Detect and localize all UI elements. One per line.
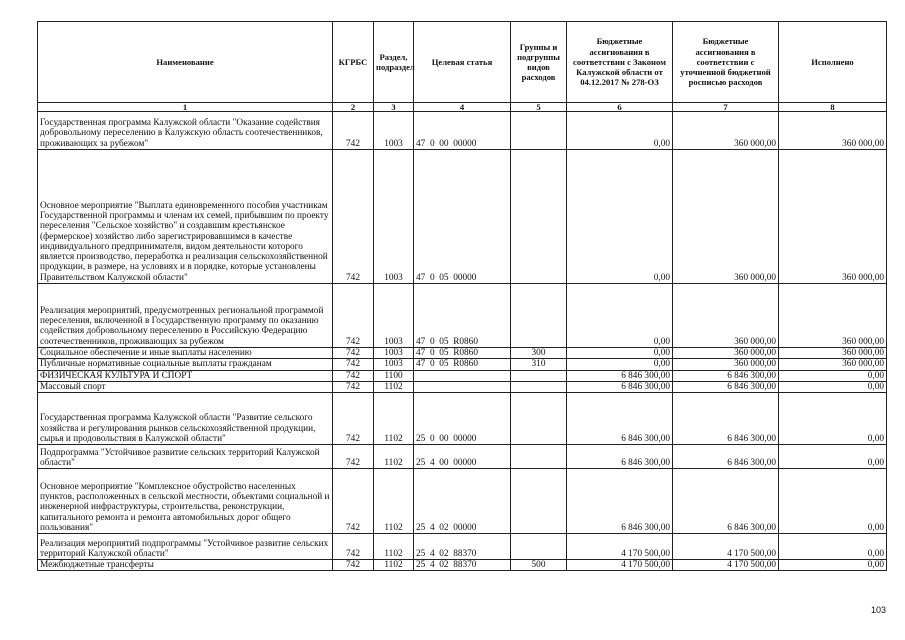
table-row xyxy=(38,445,887,469)
row-law: 0,00 xyxy=(567,359,673,370)
row-group xyxy=(511,370,567,381)
row-target: 25 4 02 88370 xyxy=(414,560,511,571)
row-executed: 0,00 xyxy=(779,393,887,445)
row-executed: 0,00 xyxy=(779,534,887,560)
row-target: 47 0 05 R0860 xyxy=(414,348,511,359)
row-kgrbs: 742 xyxy=(333,112,374,150)
table-row xyxy=(38,393,887,445)
row-group: 310 xyxy=(511,359,567,370)
row-section: 1003 xyxy=(374,284,414,348)
row-kgrbs: 742 xyxy=(333,381,374,392)
row-law: 0,00 xyxy=(567,284,673,348)
row-law: 6 846 300,00 xyxy=(567,469,673,534)
row-target: 47 0 05 R0860 xyxy=(414,284,511,348)
row-target: 47 0 05 R0860 xyxy=(414,359,511,370)
row-target xyxy=(414,370,511,381)
header-executed: Исполнено xyxy=(779,22,887,103)
row-name: ФИЗИЧЕСКАЯ КУЛЬТУРА И СПОРТ xyxy=(38,370,333,381)
row-kgrbs: 742 xyxy=(333,348,374,359)
row-refined: 6 846 300,00 xyxy=(673,370,779,381)
row-executed: 360 000,00 xyxy=(779,150,887,284)
table-row xyxy=(38,359,887,370)
table-row xyxy=(38,112,887,150)
table-row xyxy=(38,381,887,392)
row-refined: 6 846 300,00 xyxy=(673,393,779,445)
row-name: Публичные нормативные социальные выплаты гражданам xyxy=(38,359,333,370)
row-executed: 360 000,00 xyxy=(779,359,887,370)
row-section: 1003 xyxy=(374,348,414,359)
row-group xyxy=(511,284,567,348)
row-kgrbs: 742 xyxy=(333,534,374,560)
row-name: Реализация мероприятий, предусмотренных региональной программой переселения, включенной в Государственную программу по оказанию содействия добровольному переселению в Российскую Федерацию соотечественников, проживающих за рубежом xyxy=(38,284,333,348)
header-groups: Группы и подгруппы видов расходов xyxy=(511,22,567,103)
row-group: 300 xyxy=(511,348,567,359)
row-kgrbs: 742 xyxy=(333,445,374,469)
row-name: Основное мероприятие "Выплата единовременного пособия участникам Государственной программы и членам их семей, прибывшим по проекту переселения "Сельское хозяйство" и создавшим крестьянское (фермерское) хозяйство либо зарегистрировавшимся в качестве индивидуального предпринимателя, видом деятельности которого является производство, переработка и реализация сельскохозяйственной продукции, в размере, на условиях и в порядке, которые установлены Правительством Калужской области" xyxy=(38,150,333,284)
row-section: 1102 xyxy=(374,381,414,392)
row-group xyxy=(511,381,567,392)
row-target: 25 0 00 00000 xyxy=(414,393,511,445)
row-section: 1100 xyxy=(374,370,414,381)
row-kgrbs: 742 xyxy=(333,393,374,445)
row-name: Массовый спорт xyxy=(38,381,333,392)
row-executed: 0,00 xyxy=(779,370,887,381)
column-number: 2 xyxy=(333,103,374,112)
row-name: Основное мероприятие "Комплексное обустройство населенных пунктов, расположенных в сельской местности, объектами социальной и инженерной инфраструктуры, строительства, реконструкции, капитального ремонта и ремонта автомобильных дорог общего пользования" xyxy=(38,469,333,534)
row-group xyxy=(511,534,567,560)
row-group xyxy=(511,445,567,469)
row-law: 4 170 500,00 xyxy=(567,560,673,571)
row-group: 500 xyxy=(511,560,567,571)
table-row xyxy=(38,348,887,359)
row-refined: 6 846 300,00 xyxy=(673,381,779,392)
row-target xyxy=(414,381,511,392)
row-refined: 360 000,00 xyxy=(673,359,779,370)
row-executed: 360 000,00 xyxy=(779,112,887,150)
row-target: 25 4 02 00000 xyxy=(414,469,511,534)
row-executed: 0,00 xyxy=(779,560,887,571)
row-refined: 6 846 300,00 xyxy=(673,445,779,469)
row-kgrbs: 742 xyxy=(333,370,374,381)
row-name: Подпрограмма "Устойчивое развитие сельских территорий Калужской области" xyxy=(38,445,333,469)
column-number: 4 xyxy=(414,103,511,112)
row-law: 4 170 500,00 xyxy=(567,534,673,560)
header-section: Раздел, подраздел xyxy=(374,22,414,103)
row-group xyxy=(511,150,567,284)
table-row xyxy=(38,469,887,534)
row-section: 1102 xyxy=(374,534,414,560)
row-section: 1003 xyxy=(374,150,414,284)
row-target: 47 0 00 00000 xyxy=(414,112,511,150)
row-kgrbs: 742 xyxy=(333,560,374,571)
row-kgrbs: 742 xyxy=(333,359,374,370)
row-target: 47 0 05 00000 xyxy=(414,150,511,284)
column-number: 8 xyxy=(779,103,887,112)
row-law: 0,00 xyxy=(567,348,673,359)
table-row xyxy=(38,370,887,381)
row-kgrbs: 742 xyxy=(333,150,374,284)
row-section: 1102 xyxy=(374,560,414,571)
row-name: Государственная программа Калужской области "Оказание содействия добровольному переселению в Калужскую область соотечественников, проживающих за рубежом" xyxy=(38,112,333,150)
header-kgrbs: КГРБС xyxy=(333,22,374,103)
row-refined: 360 000,00 xyxy=(673,112,779,150)
table-row xyxy=(38,560,887,571)
row-refined: 360 000,00 xyxy=(673,150,779,284)
table-row xyxy=(38,284,887,348)
column-number: 6 xyxy=(567,103,673,112)
column-number: 5 xyxy=(511,103,567,112)
row-section: 1003 xyxy=(374,359,414,370)
header-target: Целевая статья xyxy=(414,22,511,103)
header-law: Бюджетные ассигнования в соответствии с Законом Калужской области от 04.12.2017 № 278-ОЗ xyxy=(567,22,673,103)
row-law: 0,00 xyxy=(567,150,673,284)
row-group xyxy=(511,112,567,150)
row-refined: 4 170 500,00 xyxy=(673,534,779,560)
column-number: 3 xyxy=(374,103,414,112)
row-law: 6 846 300,00 xyxy=(567,393,673,445)
header-refined: Бюджетные ассигнования в соответствии с уточненной бюджетной росписью расходов xyxy=(673,22,779,103)
row-kgrbs: 742 xyxy=(333,284,374,348)
row-refined: 4 170 500,00 xyxy=(673,560,779,571)
header-row xyxy=(38,22,887,103)
header-name: Наименование xyxy=(38,22,333,103)
row-executed: 360 000,00 xyxy=(779,348,887,359)
row-refined: 360 000,00 xyxy=(673,348,779,359)
row-section: 1102 xyxy=(374,445,414,469)
row-law: 0,00 xyxy=(567,112,673,150)
row-target: 25 4 02 88370 xyxy=(414,534,511,560)
page-number: 103 xyxy=(871,605,887,615)
row-law: 6 846 300,00 xyxy=(567,445,673,469)
row-refined: 360 000,00 xyxy=(673,284,779,348)
row-executed: 0,00 xyxy=(779,445,887,469)
row-name: Социальное обеспечение и иные выплаты населению xyxy=(38,348,333,359)
row-section: 1102 xyxy=(374,469,414,534)
row-kgrbs: 742 xyxy=(333,469,374,534)
row-name: Межбюджетные трансферты xyxy=(38,560,333,571)
table-row xyxy=(38,150,887,284)
row-group xyxy=(511,469,567,534)
row-name: Государственная программа Калужской области "Развитие сельского хозяйства и регулирования рынков сельскохозяйственной продукции, сырья и продовольствия в Калужской области" xyxy=(38,393,333,445)
row-executed: 360 000,00 xyxy=(779,284,887,348)
row-name: Реализация мероприятий подпрограммы "Устойчивое развитие сельских территорий Калужской области" xyxy=(38,534,333,560)
table-row xyxy=(38,534,887,560)
row-law: 6 846 300,00 xyxy=(567,370,673,381)
column-number: 7 xyxy=(673,103,779,112)
row-section: 1102 xyxy=(374,393,414,445)
column-number-row xyxy=(38,103,887,112)
row-executed: 0,00 xyxy=(779,469,887,534)
column-number: 1 xyxy=(38,103,333,112)
row-section: 1003 xyxy=(374,112,414,150)
row-executed: 0,00 xyxy=(779,381,887,392)
row-group xyxy=(511,393,567,445)
row-target: 25 4 00 00000 xyxy=(414,445,511,469)
row-law: 6 846 300,00 xyxy=(567,381,673,392)
budget-table xyxy=(37,21,887,571)
row-refined: 6 846 300,00 xyxy=(673,469,779,534)
